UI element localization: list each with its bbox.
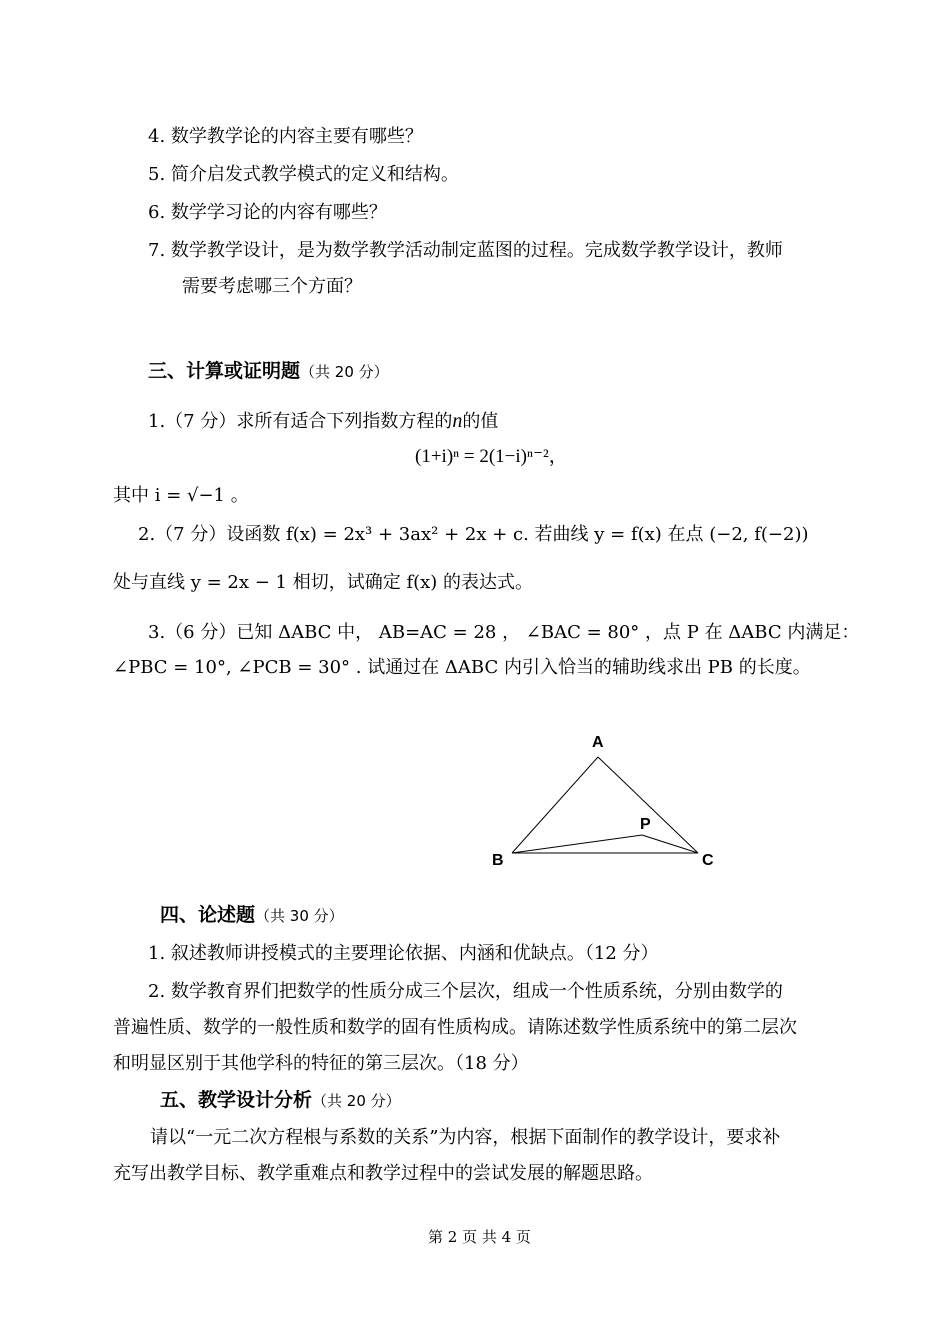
section-4-item-2-line-3: 和明显区别于其他学科的特征的第三层次。（18 分）	[113, 1053, 529, 1074]
label-b: B	[492, 852, 504, 869]
item-5: 5. 简介启发式教学模式的定义和结构。	[148, 164, 459, 185]
section-5-line-1: 请以“一元二次方程根与系数的关系”为内容，根据下面制作的教学设计，要求补	[150, 1127, 781, 1148]
label-p: P	[640, 816, 651, 833]
edge-ab	[512, 757, 598, 853]
q1-var: n	[452, 410, 463, 432]
q3-line-2: ∠PBC = 10°, ∠PCB = 30° . 试通过在 ΔABC 内引入恰当的辅助线求出 PB 的长度。	[113, 657, 811, 678]
section-3-title: 三、计算或证明题	[148, 360, 301, 382]
q1-equation: (1+i)ⁿ = 2(1−i)ⁿ⁻²，	[415, 446, 568, 467]
q2-line-1: 2.（7 分）设函数 f(x) = 2x³ + 3ax² + 2x + c. 若曲线 y = f(x) 在点 (−2, f(−2))	[138, 524, 809, 545]
label-c: C	[702, 852, 714, 869]
item-7: 7. 数学教学设计，是为数学教学活动制定蓝图的过程。完成数学教学设计，教师	[148, 240, 783, 261]
section-3-score: （共 20 分）	[300, 363, 389, 381]
q3-line-1: 3.（6 分）已知 ΔABC 中， AB=AC = 28 ， ∠BAC = 80° ，点 P 在 ΔABC 内满足：	[148, 622, 860, 643]
q1-suffix: 的值	[462, 411, 499, 432]
segment-pc	[642, 835, 698, 853]
segment-pb	[512, 835, 642, 853]
q2-line-2: 处与直线 y = 2x − 1 相切，试确定 f(x) 的表达式。	[113, 572, 534, 593]
item-7-cont: 需要考虑哪三个方面？	[182, 276, 362, 297]
section-4-item-1: 1. 叙述教师讲授模式的主要理论依据、内涵和优缺点。（12 分）	[148, 943, 659, 964]
q1-statement	[148, 407, 498, 433]
page-footer: 第 2 页 共 4 页	[428, 1228, 531, 1246]
section-5-line-2: 充写出教学目标、教学重难点和教学过程中的尝试发展的解题思路。	[113, 1163, 653, 1184]
label-a: A	[592, 734, 604, 751]
section-4-item-2-line-2: 普遍性质、数学的一般性质和数学的固有性质构成。请陈述数学性质系统中的第二层次	[113, 1017, 797, 1038]
section-4-title: 四、论述题	[160, 904, 256, 926]
section-4-score: （共 30 分）	[255, 907, 344, 925]
section-4-item-2-line-1: 2. 数学教育界们把数学的性质分成三个层次，组成一个性质系统，分别由数学的	[148, 981, 783, 1002]
section-5-heading	[160, 1085, 401, 1112]
section-4-heading	[160, 900, 344, 927]
item-6: 6. 数学学习论的内容有哪些？	[148, 202, 387, 223]
item-4: 4. 数学教学论的内容主要有哪些？	[148, 126, 423, 147]
section-3-heading	[148, 356, 389, 383]
q1-where: 其中 i = √−1 。	[113, 485, 249, 506]
section-5-score: （共 20 分）	[312, 1092, 401, 1110]
triangle-figure	[480, 725, 740, 875]
q1-prefix: 1.（7 分）求所有适合下列指数方程的	[148, 411, 453, 432]
section-5-title: 五、教学设计分析	[160, 1089, 313, 1111]
